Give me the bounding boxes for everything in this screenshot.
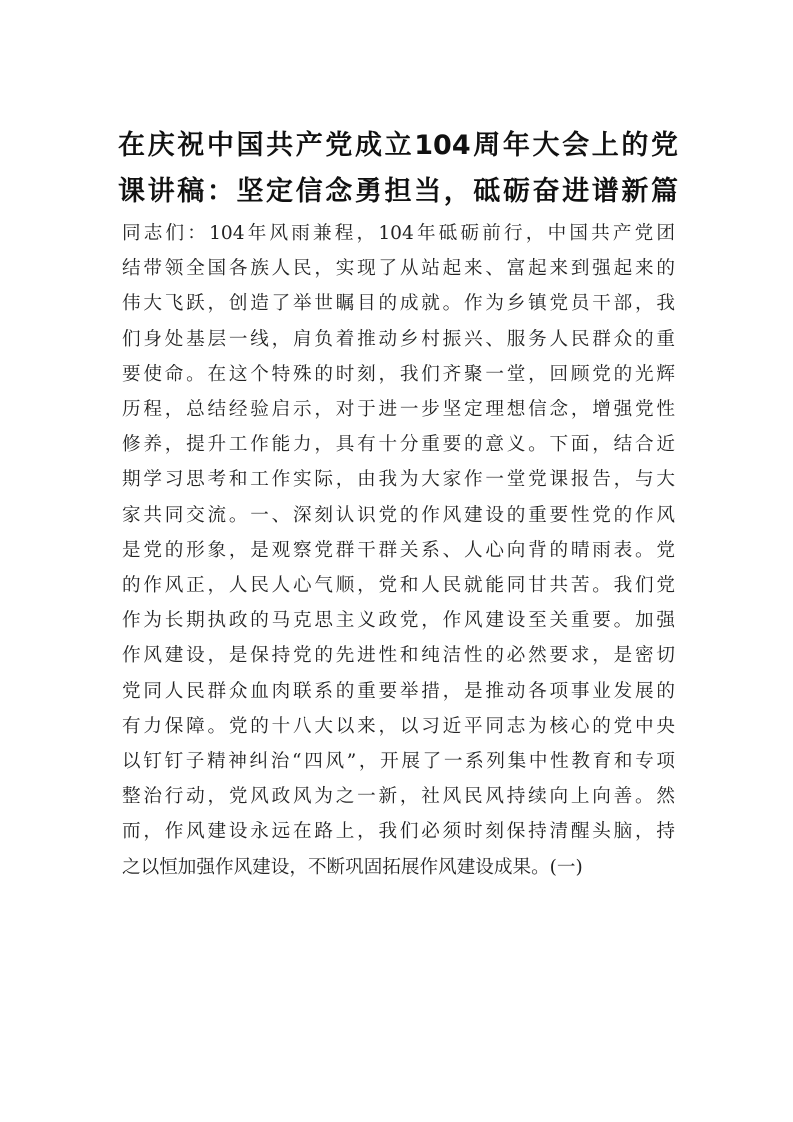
body-line: 党同人民群众血肉联系的重要举措，是推动各项事业发展的 (122, 680, 675, 702)
body-line: 伟大飞跃，创造了举世瞩目的成就。作为乡镇党员干部，我 (122, 293, 675, 315)
body-line: 的作风正，人民人心气顺，党和人民就能同甘共苦。我们党 (122, 575, 675, 597)
body-line: 是党的形象，是观察党群干群关系、人心向背的晴雨表。党 (122, 539, 675, 561)
body-line: 们身处基层一线，肩负着推动乡村振兴、服务人民群众的重 (122, 328, 675, 350)
body-line-last: 之以恒加强作风建设，不断巩固拓展作风建设成果。(一) (122, 856, 583, 878)
body-line: 作风建设，是保持党的先进性和纯洁性的必然要求，是密切 (122, 645, 675, 667)
body-line: 整治行动，党风政风为之一新，社风民风持续向上向善。然 (122, 786, 675, 808)
body-line: 期学习思考和工作实际，由我为大家作一堂党课报告，与大 (122, 469, 675, 491)
body-line: 以钉钉子精神纠治“四风”，开展了一系列集中性教育和专项 (122, 751, 675, 773)
body-text (122, 216, 675, 885)
document-title (118, 123, 678, 215)
body-line: 修养，提升工作能力，具有十分重要的意义。下面，结合近 (122, 434, 675, 456)
body-line: 结带领全国各族人民，实现了从站起来、富起来到强起来的 (122, 258, 675, 280)
body-line: 作为长期执政的马克思主义政党，作风建设至关重要。加强 (122, 610, 675, 632)
body-line: 有力保障。党的十八大以来，以习近平同志为核心的党中央 (122, 715, 675, 737)
title-line-1: 在庆祝中国共产党成立104周年大会上的党 (118, 130, 678, 161)
title-line-2: 课讲稿：坚定信念勇担当，砥砺奋进谱新篇 (118, 176, 678, 207)
body-line: 同志们：104年风雨兼程，104年砥砺前行，中国共产党团 (122, 223, 675, 244)
body-line: 而，作风建设永远在路上，我们必须时刻保持清醒头脑，持 (122, 821, 675, 843)
body-line: 历程，总结经验启示，对于进一步坚定理想信念，增强党性 (122, 399, 675, 421)
body-line: 要使命。在这个特殊的时刻，我们齐聚一堂，回顾党的光辉 (122, 363, 675, 385)
body-line: 家共同交流。一、深刻认识党的作风建设的重要性党的作风 (122, 504, 675, 526)
